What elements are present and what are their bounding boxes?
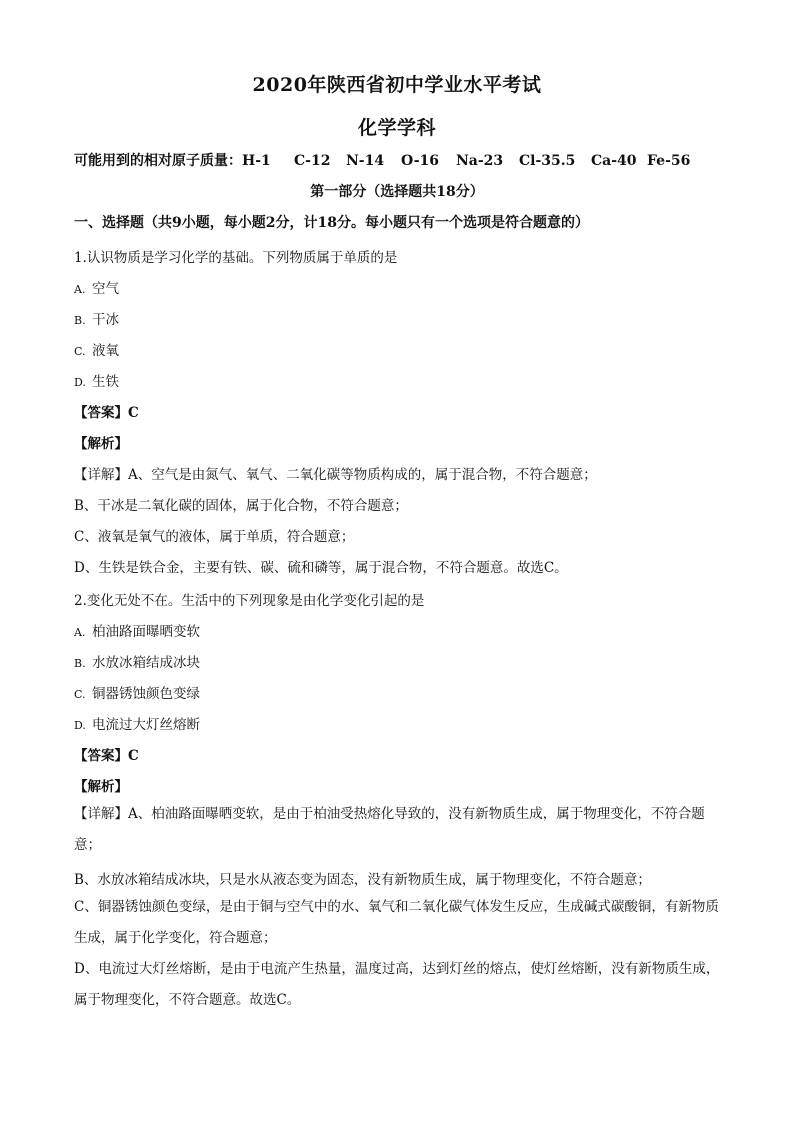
atomic-mass-item: Fe-56 (647, 153, 691, 169)
question-2-detail: C、铜器锈蚀颜色变绿，是由于铜与空气中的水、氧气和二氧化碳气体发生反应，生成碱式碳酸铜，有新物质生成，属于化学变化，符合题意； (74, 899, 719, 946)
option-text: 空气 (92, 281, 119, 297)
option-label: D. (74, 719, 86, 732)
atomic-mass-item: H-1 (242, 153, 271, 169)
question-2-analysis-label: 【解析】 (74, 779, 128, 795)
atomic-masses (74, 150, 690, 170)
question-1-stem: 1.认识物质是学习化学的基础。下列物质属于单质的是 (74, 250, 398, 266)
question-1-detail: C、液氧是氧气的液体，属于单质，符合题意； (74, 529, 355, 545)
option-label: A. (74, 626, 86, 639)
answer-label: 【答案】 (74, 748, 128, 764)
answer-value: C (128, 748, 139, 764)
question-1-option-c (74, 339, 119, 359)
atomic-mass-item: O-16 (401, 153, 440, 169)
subject-title: 化学学科 (357, 117, 436, 139)
option-label: C. (74, 688, 86, 701)
option-text: 生铁 (92, 374, 119, 390)
question-2-detail: B、水放冰箱结成冰块，只是水从液态变为固态，没有新物质生成，属于物理变化，不符合题意； (74, 872, 651, 888)
option-text: 液氧 (92, 343, 119, 359)
option-text: 电流过大灯丝熔断 (92, 717, 200, 733)
question-1-detail: 【详解】A、空气是由氮气、氧气、二氧化碳等物质构成的，属于混合物，不符合题意； (74, 467, 597, 483)
option-text: 柏油路面曝晒变软 (92, 624, 200, 640)
question-2-detail: D、电流过大灯丝熔断，是由于电流产生热量，温度过高，达到灯丝的熔点，使灯丝熔断，没有新物质生成，属于物理变化，不符合题意。故选C。 (74, 961, 720, 1008)
question-1-option-b (74, 308, 119, 328)
answer-value: C (128, 405, 139, 421)
atomic-mass-item: Ca-40 (591, 153, 637, 169)
question-1-option-d (74, 370, 119, 390)
atomic-mass-item: Cl-35.5 (519, 153, 576, 169)
section-title: 一、选择题（共9小题，每小题2分，计18分。每小题只有一个选项是符合题意的） (74, 215, 589, 231)
option-label: C. (74, 345, 86, 358)
question-2-option-d (74, 713, 200, 733)
exam-title: 2020年陕西省初中学业水平考试 (252, 74, 542, 96)
question-2-option-c (74, 682, 200, 702)
question-2-answer (74, 744, 139, 764)
option-label: D. (74, 376, 86, 389)
question-2-stem: 2.变化无处不在。生活中的下列现象是由化学变化引起的是 (74, 593, 425, 609)
question-1-answer (74, 401, 139, 421)
option-text: 水放冰箱结成冰块 (92, 655, 200, 671)
atomic-mass-item: N-14 (346, 153, 385, 169)
question-1-detail: B、干冰是二氧化碳的固体，属于化合物，不符合题意； (74, 498, 408, 514)
option-text: 干冰 (92, 312, 119, 328)
question-2-option-b (74, 651, 200, 671)
option-label: B. (74, 657, 86, 670)
part-title: 第一部分（选择题共18分） (310, 184, 484, 200)
question-1-option-a (74, 277, 119, 297)
option-label: A. (74, 283, 86, 296)
question-1-analysis-label: 【解析】 (74, 436, 128, 452)
question-2-detail: 【详解】A、柏油路面曝晒变软，是由于柏油受热熔化导致的，没有新物质生成，属于物理变化，不符合题意； (74, 806, 705, 853)
atomic-mass-item: C-12 (294, 153, 331, 169)
atomic-masses-label: 可能用到的相对原子质量： (74, 153, 242, 169)
option-text: 铜器锈蚀颜色变绿 (92, 686, 200, 702)
question-1-detail: D、生铁是铁合金，主要有铁、碳、硫和磷等，属于混合物，不符合题意。故选C。 (74, 560, 568, 576)
question-2-option-a (74, 620, 200, 640)
atomic-mass-item: Na-23 (456, 153, 504, 169)
answer-label: 【答案】 (74, 405, 128, 421)
option-label: B. (74, 314, 86, 327)
